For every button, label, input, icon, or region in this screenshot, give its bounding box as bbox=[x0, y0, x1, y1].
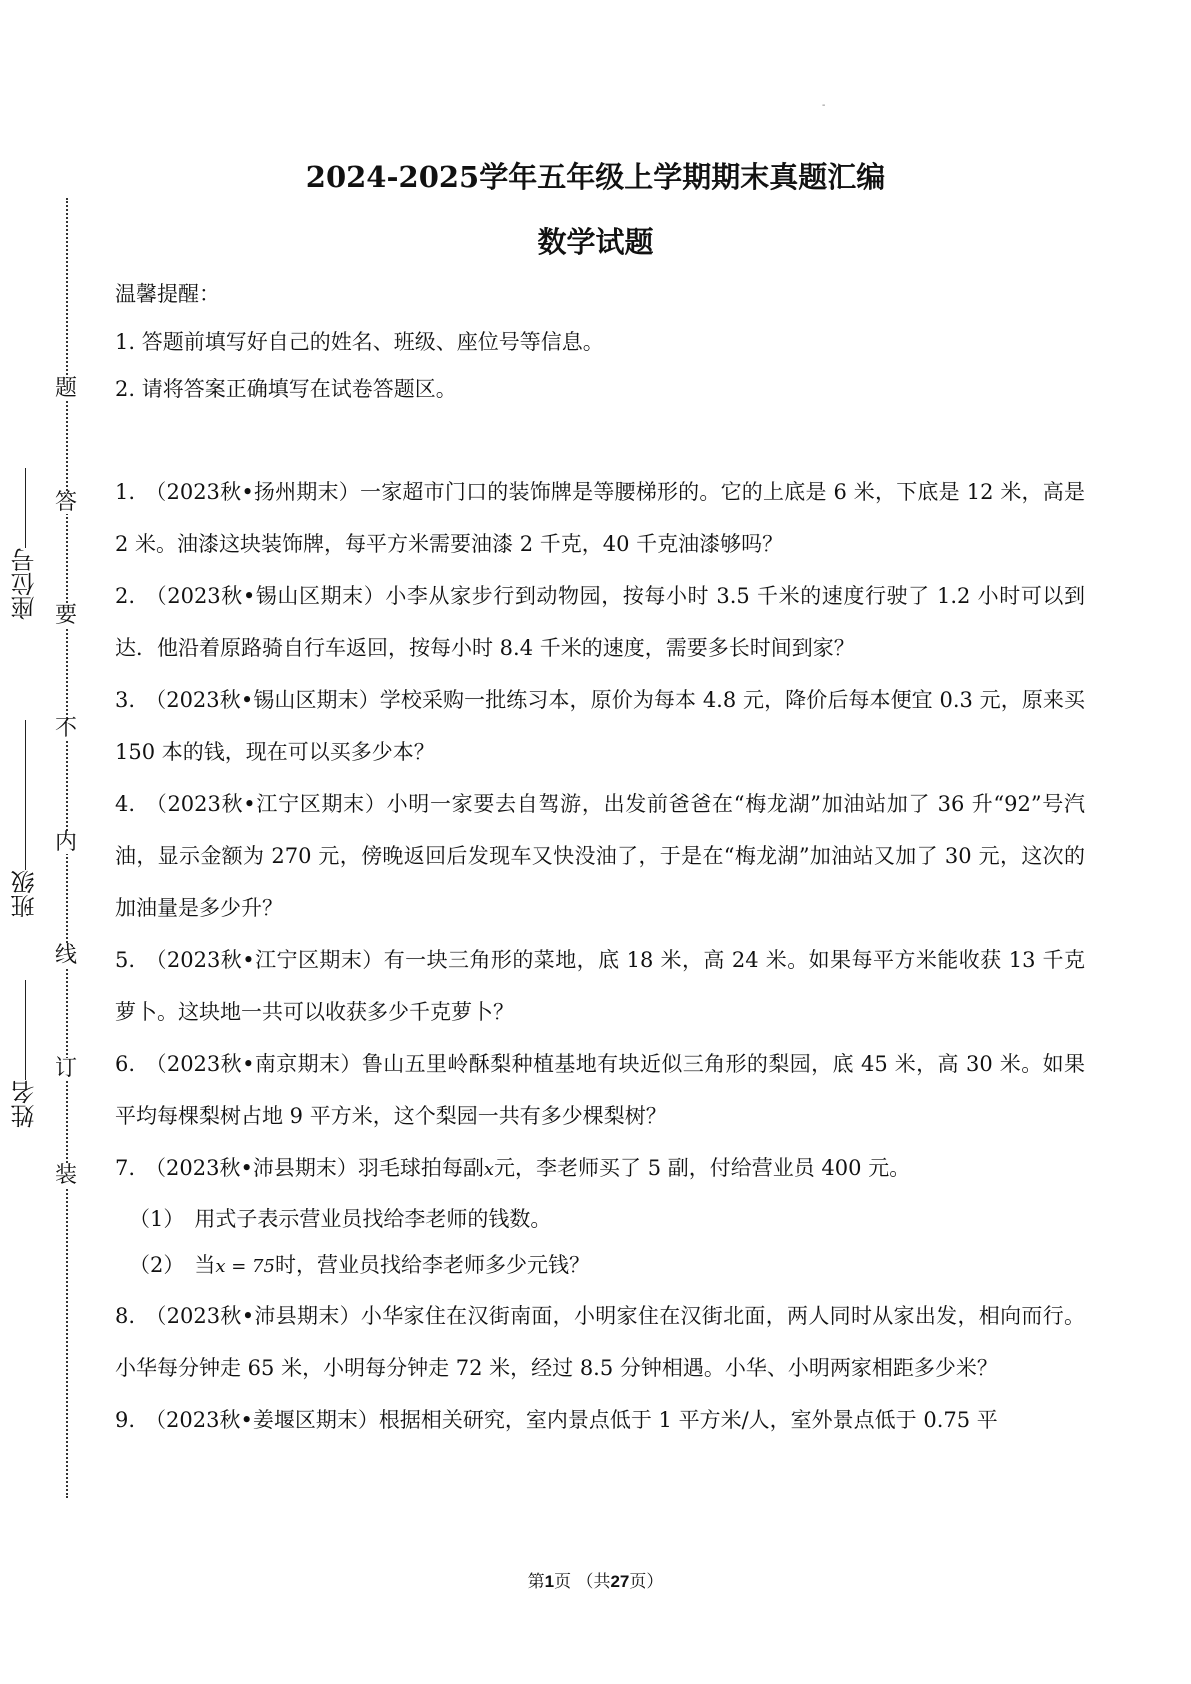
seal-char: 订 bbox=[54, 1056, 77, 1081]
sub-question bbox=[115, 1242, 1085, 1290]
question-item bbox=[115, 778, 1085, 934]
question-text: （2023秋•姜堰区期末）根据相关研究，室内景点低于 1 平方米/人，室外景点低于 0.75 平 bbox=[145, 1408, 998, 1432]
question-number: 2. bbox=[115, 584, 136, 608]
question-item bbox=[115, 674, 1085, 778]
tip-item: 1. 答题前填写好自己的姓名、班级、座位号等信息。 bbox=[115, 330, 604, 354]
class-label: 班级 bbox=[11, 870, 39, 918]
question-text: （2023秋•锡山区期末）小李从家步行到动物园，按每小时 3.5 千米的速度行驶了 1.2 小时可以到达．他沿着原路骑自行车返回，按每小时 8.4 千米的速度，需要多长时间到家？ bbox=[115, 584, 1085, 660]
page-suffix: 页） bbox=[629, 1572, 664, 1592]
sub-question-text: 时，营业员找给李老师多少元钱？ bbox=[274, 1253, 590, 1277]
seal-char: 不 bbox=[54, 716, 77, 741]
math-variable: x bbox=[483, 1159, 495, 1180]
question-text: （2023秋•沛县期末）羽毛球拍每副 bbox=[145, 1156, 484, 1180]
question-text: （2023秋•南京期末）鲁山五里岭酥梨种植基地有块近似三角形的梨园，底 45 米，高 30 米。如果平均每棵梨树占地 9 平方米，这个梨园一共有多少棵梨树？ bbox=[115, 1052, 1085, 1128]
question-text: （2023秋•扬州期末）一家超市门口的装饰牌是等腰梯形的。它的上底是 6 米，下底是 12 米，高是 2 米。油漆这块装饰牌，每平方米需要油漆 2 千克，40 千克油漆够吗？ bbox=[115, 480, 1085, 556]
question-text: （2023秋•江宁区期末）小明一家要去自驾游，出发前爸爸在“梅龙湖”加油站加了 36 升“92”号汽油，显示金额为 270 元，傍晚返回后发现车又快没油了，于是在“梅龙湖”加油站又加了 30 元，这次的加油量是多少升？ bbox=[115, 792, 1085, 920]
sub-question-number: （2） bbox=[129, 1253, 185, 1277]
seal-char: 题 bbox=[54, 376, 77, 401]
name-field[interactable] bbox=[10, 980, 40, 1128]
question-number: 1. bbox=[115, 480, 136, 504]
corner-mark: - bbox=[822, 100, 826, 111]
seal-char: 内 bbox=[54, 830, 77, 855]
class-field[interactable] bbox=[10, 720, 40, 918]
question-number: 7. bbox=[115, 1156, 136, 1180]
question-item bbox=[115, 570, 1085, 674]
question-item bbox=[115, 934, 1085, 1038]
question-text: 元，李老师买了 5 副，付给营业员 400 元。 bbox=[494, 1156, 911, 1180]
seal-char: 装 bbox=[54, 1163, 77, 1188]
page-mid: 页 （共 bbox=[554, 1572, 611, 1592]
question-item bbox=[115, 466, 1085, 570]
class-blank[interactable] bbox=[25, 720, 26, 870]
page-total: 27 bbox=[610, 1572, 630, 1591]
tips-heading: 温馨提醒： bbox=[115, 282, 220, 306]
seal-char: 答 bbox=[54, 490, 77, 515]
question-number: 5. bbox=[115, 948, 136, 972]
seat-number-field[interactable] bbox=[10, 468, 40, 620]
math-expression: x = 75 bbox=[215, 1256, 275, 1277]
question-text: （2023秋•沛县期末）小华家住在汉街南面，小明家住在汉街北面，两人同时从家出发，相向而行。小华每分钟走 65 米，小明每分钟走 72 米，经过 8.5 分钟相遇。小华、小明两家相距多少米？ bbox=[115, 1304, 1085, 1380]
seat-number-blank[interactable] bbox=[25, 468, 26, 548]
tip-item: 2. 请将答案正确填写在试卷答题区。 bbox=[115, 377, 457, 401]
seat-number-label: 座位号 bbox=[11, 548, 39, 620]
page-footer bbox=[0, 1567, 1191, 1592]
question-number: 8. bbox=[115, 1304, 136, 1328]
question-item bbox=[115, 1394, 1085, 1446]
page-prefix: 第 bbox=[527, 1572, 545, 1592]
question-number: 6. bbox=[115, 1052, 136, 1076]
exam-subtitle: 数学试题 bbox=[537, 225, 654, 259]
name-label: 姓名 bbox=[11, 1080, 39, 1128]
question-text: （2023秋•江宁区期末）有一块三角形的菜地，底 18 米，高 24 米。如果每平方米能收获 13 千克萝卜。这块地一共可以收获多少千克萝卜？ bbox=[115, 948, 1085, 1024]
sub-question-text: 当 bbox=[194, 1253, 216, 1277]
question-text: （2023秋•锡山区期末）学校采购一批练习本，原价为每本 4.8 元，降价后每本便宜 0.3 元，原来买 150 本的钱，现在可以买多少本？ bbox=[115, 688, 1085, 764]
question-number: 4. bbox=[115, 792, 136, 816]
seal-char: 要 bbox=[54, 603, 77, 628]
exam-title: 2024-2025学年五年级上学期期末真题汇编 bbox=[305, 160, 886, 194]
question-item bbox=[115, 1142, 1085, 1196]
sub-question bbox=[115, 1196, 1085, 1242]
sub-question-number: （1） bbox=[129, 1207, 185, 1231]
question-number: 3. bbox=[115, 688, 136, 712]
sub-question-text: 用式子表示营业员找给李老师的钱数。 bbox=[194, 1207, 552, 1231]
question-list bbox=[115, 466, 1085, 1446]
question-item bbox=[115, 1290, 1085, 1394]
question-item bbox=[115, 1038, 1085, 1142]
seal-char: 线 bbox=[54, 943, 77, 968]
question-number: 9. bbox=[115, 1408, 136, 1432]
name-blank[interactable] bbox=[25, 980, 26, 1080]
tips-list bbox=[115, 322, 604, 416]
page-number: 1 bbox=[544, 1572, 555, 1591]
